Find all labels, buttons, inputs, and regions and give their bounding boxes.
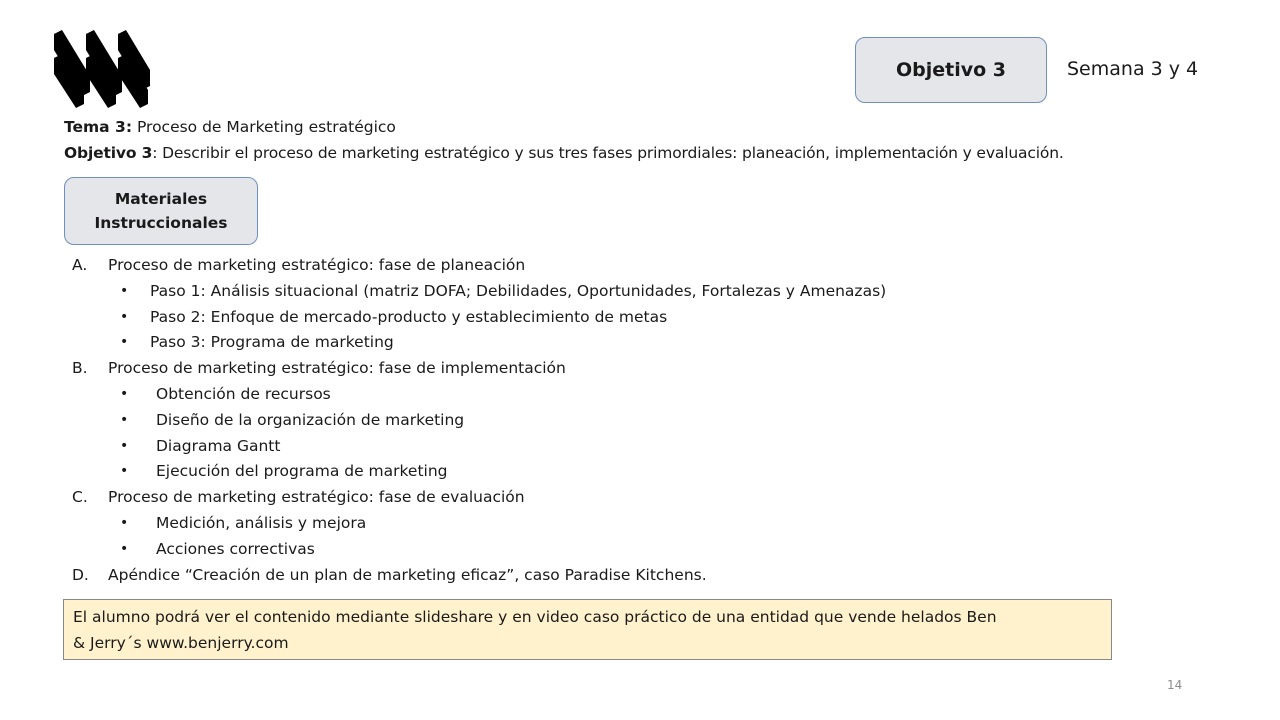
section-letter: D. — [72, 565, 89, 584]
institution-logo — [54, 30, 150, 108]
bullet-icon: • — [120, 411, 129, 428]
list-item-text: Ejecución del programa de marketing — [156, 462, 448, 481]
objective-badge: Objetivo 3 — [855, 37, 1047, 103]
bullet-icon: • — [120, 437, 129, 454]
note-box — [63, 599, 1112, 660]
bullet-icon: • — [120, 282, 129, 299]
note-line2: & Jerry´s www.benjerry.com — [73, 634, 289, 652]
materials-badge — [64, 177, 258, 245]
section-letter: B. — [72, 359, 88, 378]
topic-label: Tema 3: — [64, 118, 133, 136]
list-item-text: Medición, análisis y mejora — [156, 513, 367, 532]
bullet-icon: • — [120, 334, 129, 351]
week-label: Semana 3 y 4 — [1067, 58, 1199, 80]
objective-text: : Describir el proceso de marketing estratégico y sus tres fases primordiales: planeación, implementación y evaluación. — [152, 144, 1064, 162]
section-letter: A. — [72, 256, 88, 274]
page-number: 14 — [1167, 678, 1183, 692]
bullet-icon: • — [120, 308, 129, 325]
materials-badge-line1: Materiales — [114, 190, 208, 208]
topic-line — [64, 118, 396, 136]
bullet-icon: • — [120, 540, 129, 557]
list-item-text: Paso 3: Programa de marketing — [150, 333, 394, 352]
section-letter: C. — [72, 488, 88, 507]
list-item-text: Obtención de recursos — [156, 384, 331, 403]
bullet-icon: • — [120, 514, 129, 531]
list-item-text: Paso 2: Enfoque de mercado-producto y establecimiento de metas — [150, 307, 668, 326]
list-item-text: Paso 1: Análisis situacional (matriz DOFA; Debilidades, Oportunidades, Fortalezas y Amenazas) — [150, 281, 887, 300]
bullet-icon: • — [120, 385, 129, 402]
objective-line — [64, 144, 1064, 162]
topic-text: Proceso de Marketing estratégico — [132, 118, 396, 136]
materials-badge-line2: Instruccionales — [94, 214, 228, 232]
objective-label: Objetivo 3 — [64, 144, 153, 162]
list-item-text: Diagrama Gantt — [156, 436, 281, 455]
section-title: Proceso de marketing estratégico: fase de implementación — [108, 359, 566, 378]
bullet-icon: • — [120, 463, 129, 480]
note-line1: El alumno podrá ver el contenido mediante slideshare y en video caso práctico de una entidad que vende helados Ben — [73, 608, 997, 626]
list-item-text: Acciones correctivas — [156, 539, 315, 558]
list-item-text: Diseño de la organización de marketing — [156, 410, 465, 429]
section-title: Proceso de marketing estratégico: fase de planeación — [108, 256, 526, 274]
section-title: Proceso de marketing estratégico: fase de evaluación — [108, 488, 525, 507]
section-title: Apéndice “Creación de un plan de marketing eficaz”, caso Paradise Kitchens. — [108, 565, 707, 584]
